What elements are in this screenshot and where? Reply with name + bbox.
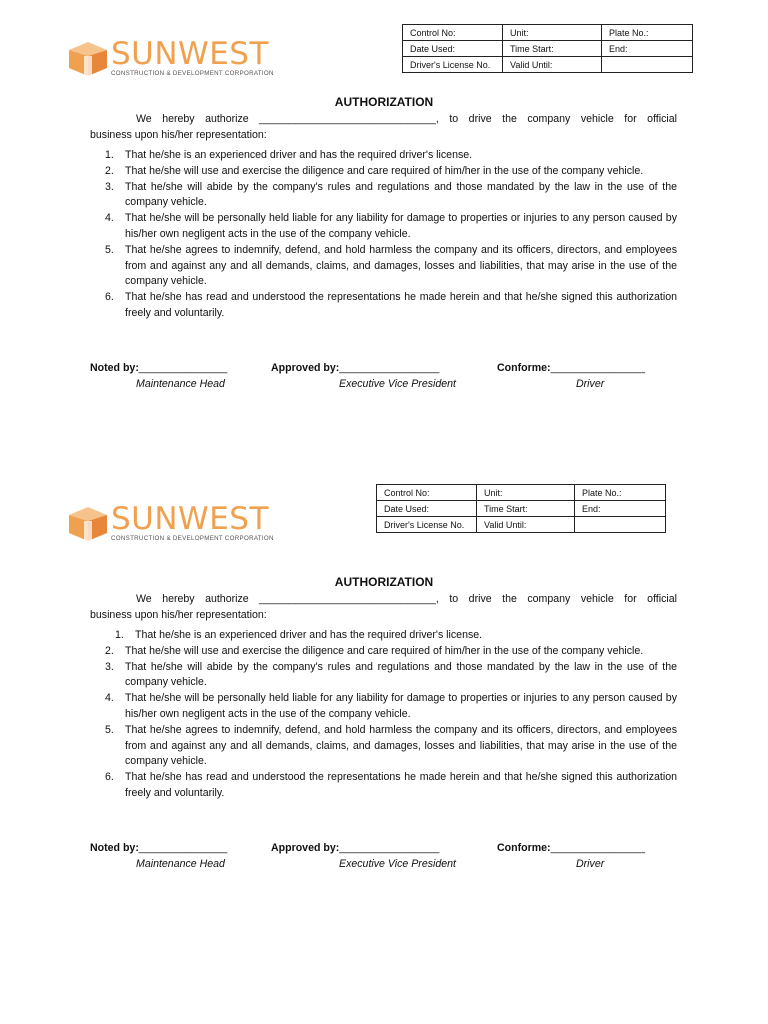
list-item: 3. That he/she will abide by the company's rules and regulations and those mandated by the law in the use of the company vehicle. xyxy=(105,660,677,689)
intro-paragraph: We hereby authorize ______________________________, to drive the company vehicle for official business upon his/her representation: xyxy=(90,113,677,141)
logo-box-icon xyxy=(69,42,107,76)
list-item: 1. That he/she is an experienced driver and has the required driver's license. xyxy=(115,629,483,641)
signature-role: Driver xyxy=(576,378,605,390)
table-cell: Driver's License No. xyxy=(377,517,477,533)
form-title: AUTHORIZATION xyxy=(334,575,434,589)
logo-name: SUNWEST xyxy=(111,36,269,72)
table-row xyxy=(403,57,693,73)
signature-role: Maintenance Head xyxy=(136,858,225,870)
table-cell: End: xyxy=(602,41,693,57)
terms-list xyxy=(90,628,677,802)
table-cell xyxy=(602,57,693,73)
table-cell: Unit: xyxy=(477,485,575,501)
signature-role: Maintenance Head xyxy=(136,378,225,390)
list-item: 4. That he/she will be personally held liable for any liability for damage to properties or injuries to any person caused by his/her own negligent acts in the use of the company vehicle. xyxy=(105,692,677,720)
list-item: 2. That he/she will use and exercise the diligence and care required of him/her in the use of the company vehicle. xyxy=(105,164,644,177)
logo-name: SUNWEST xyxy=(111,501,269,537)
company-logo xyxy=(69,36,274,77)
noted-by-signature: Noted by:_______________ Maintenance Head xyxy=(90,362,228,390)
table-cell: Unit: xyxy=(503,25,602,41)
list-item: 6. That he/she has read and understood the representations he made herein and that he/she signed this authorization freely and voluntarily. xyxy=(105,291,677,319)
intro-paragraph: We hereby authorize ______________________________, to drive the company vehicle for official business upon his/her representation: xyxy=(90,593,677,621)
table-cell: Valid Until: xyxy=(503,57,602,73)
table-cell: Date Used: xyxy=(403,41,503,57)
logo-tagline: CONSTRUCTION & DEVELOPMENT CORPORATION xyxy=(111,535,274,542)
list-item: 4. That he/she will be personally held liable for any liability for damage to properties or injuries to any person caused by his/her own negligent acts in the use of the company vehicle. xyxy=(105,212,677,240)
list-item: 2. That he/she will use and exercise the diligence and care required of him/her in the use of the company vehicle. xyxy=(105,644,644,657)
conforme-signature: Conforme:________________ Driver xyxy=(497,842,645,870)
list-item: 3. That he/she will abide by the company's rules and regulations and those mandated by the law in the use of the company vehicle. xyxy=(105,180,677,209)
table-cell: Date Used: xyxy=(377,501,477,517)
table-cell: Control No: xyxy=(403,25,503,41)
authorize-name-blank: ______________________________, xyxy=(259,593,439,605)
table-cell: Plate No.: xyxy=(575,485,666,501)
table-row xyxy=(377,501,666,517)
signature-role: Driver xyxy=(576,858,605,870)
signature-role: Executive Vice President xyxy=(339,858,456,870)
logo-tagline: CONSTRUCTION & DEVELOPMENT CORPORATION xyxy=(111,70,274,77)
logo-box-icon xyxy=(69,507,107,541)
approved-by-signature: Approved by:_________________ Executive Vice President xyxy=(271,842,456,870)
table-cell: Control No: xyxy=(377,485,477,501)
table-row xyxy=(377,517,666,533)
list-item: 1. That he/she is an experienced driver and has the required driver's license. xyxy=(105,149,473,161)
info-table xyxy=(402,24,693,73)
table-row xyxy=(403,25,693,41)
approved-by-signature: Approved by:_________________ Executive Vice President xyxy=(271,362,456,390)
noted-by-signature: Noted by:_______________ Maintenance Head xyxy=(90,842,228,870)
table-cell: Time Start: xyxy=(477,501,575,517)
list-item: 5. That he/she agrees to indemnify, defend, and hold harmless the company and its officers, directors, and employees from and against any and all demands, claims, and damages, losses and liabilities, that may arise in the use of the company vehicle. xyxy=(105,243,677,288)
authorize-name-blank: ______________________________, xyxy=(259,113,439,125)
list-item: 5. That he/she agrees to indemnify, defend, and hold harmless the company and its officers, directors, and employees from and against any and all demands, claims, and damages, losses and liabilities, that may arise in the use of the company vehicle. xyxy=(105,723,677,768)
table-cell: Valid Until: xyxy=(477,517,575,533)
conforme-signature: Conforme:________________ Driver xyxy=(497,362,645,390)
table-cell: Driver's License No. xyxy=(403,57,503,73)
signature-role: Executive Vice President xyxy=(339,378,456,390)
info-table xyxy=(376,484,666,533)
table-cell: Plate No.: xyxy=(602,25,693,41)
table-cell: End: xyxy=(575,501,666,517)
company-logo xyxy=(69,501,274,542)
table-row xyxy=(377,485,666,501)
terms-list xyxy=(90,148,677,322)
table-row xyxy=(403,41,693,57)
table-cell: Time Start: xyxy=(503,41,602,57)
list-item: 6. That he/she has read and understood the representations he made herein and that he/she signed this authorization freely and voluntarily. xyxy=(105,771,677,799)
table-cell xyxy=(575,517,666,533)
form-title: AUTHORIZATION xyxy=(334,95,434,109)
